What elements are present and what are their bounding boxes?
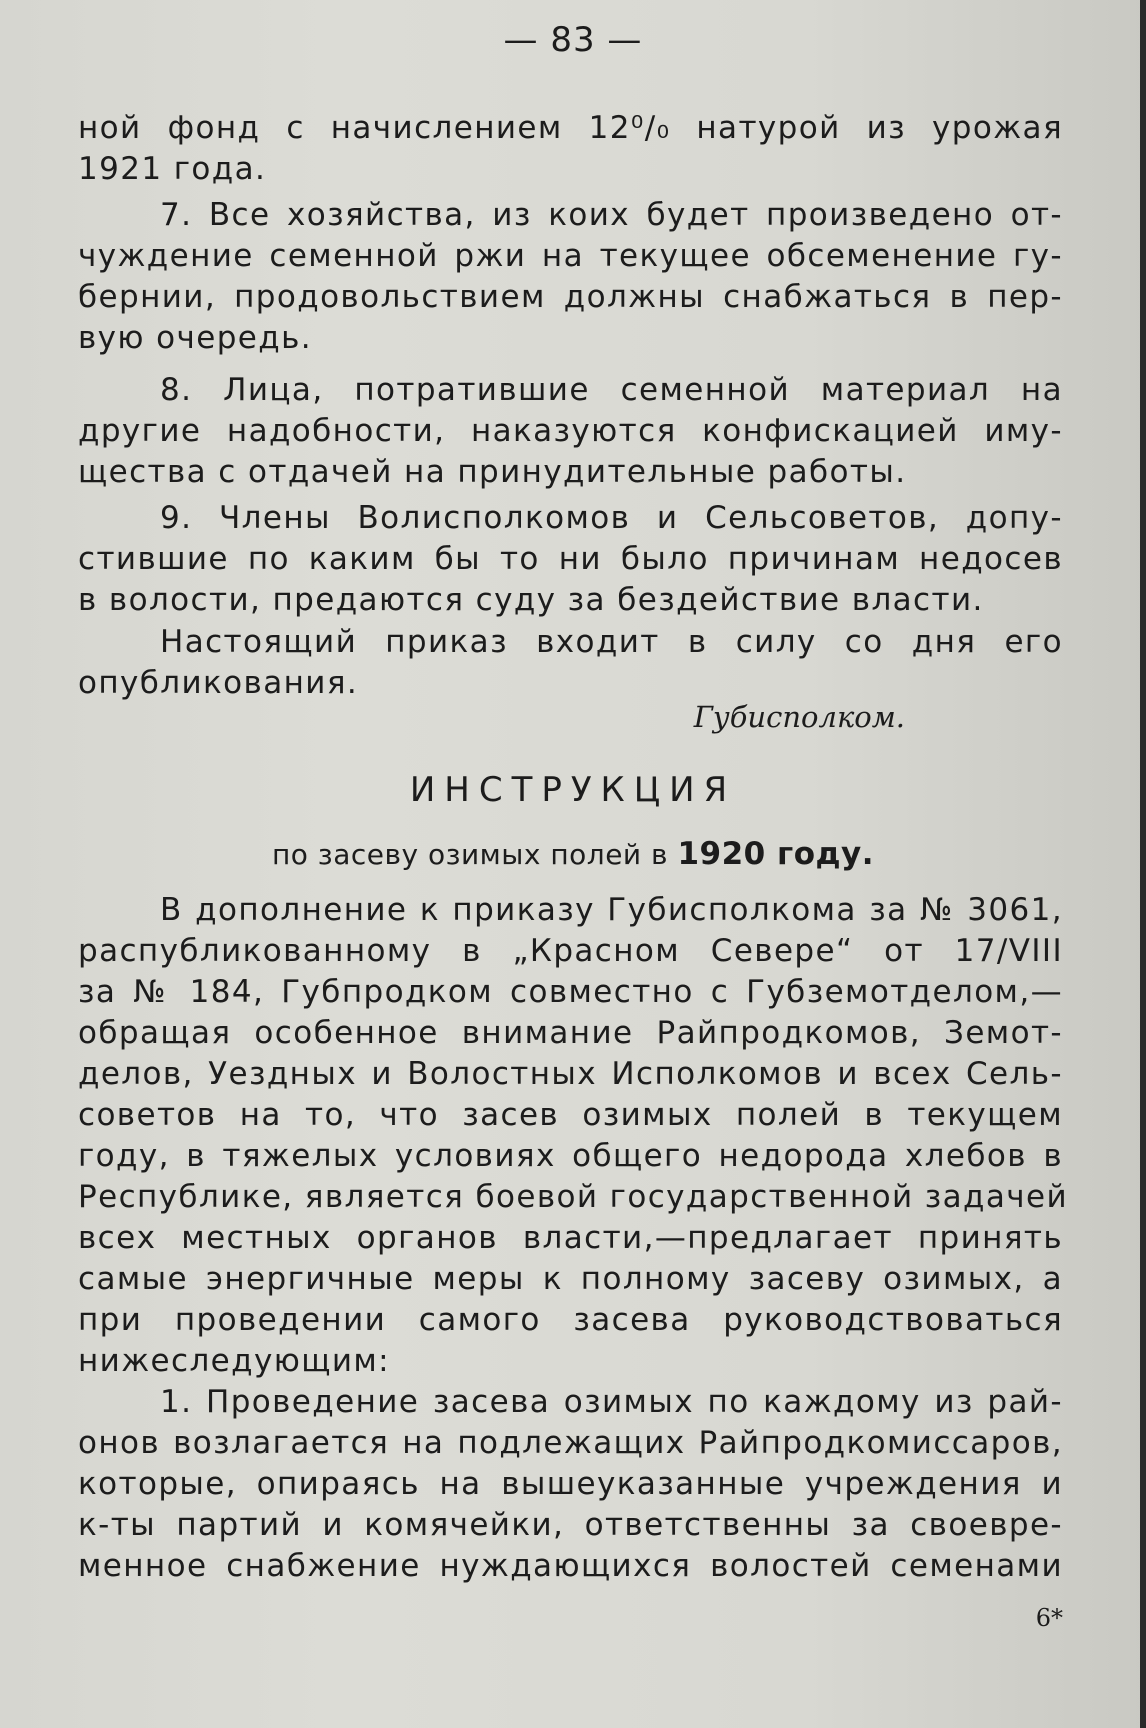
instruction-heading: ИНСТРУКЦИЯ xyxy=(409,770,737,810)
text-line: при проведении самого засева руководствоваться xyxy=(78,1302,1063,1338)
text-line: Настоящий приказ входит в силу со дня его xyxy=(160,624,1063,660)
text-line: 7. Все хозяйства, из коих будет произведено от- xyxy=(160,197,1063,233)
text-line: бернии, продовольствием должны снабжаться в пер- xyxy=(78,279,1063,315)
text-line: менное снабжение нуждающихся волостей семенами xyxy=(78,1548,1063,1584)
order-continuation xyxy=(78,108,1063,708)
text-line: году, в тяжелых условиях общего недорода хлебов в xyxy=(78,1138,1063,1174)
text-line: обращая особенное внимание Райпродкомов, Земот- xyxy=(78,1015,1063,1051)
text-line: нижеследующим: xyxy=(78,1343,390,1379)
instruction-subheading xyxy=(0,836,1146,872)
text-line: опубликования. xyxy=(78,665,359,701)
text-line: Республике, является боевой государственной задачей xyxy=(78,1179,1069,1215)
text-line: к-ты партий и комячейки, ответственны за своевре- xyxy=(78,1507,1063,1543)
text-line: делов, Уездных и Волостных Исполкомов и всех Сель- xyxy=(78,1056,1063,1092)
text-line: в волости, предаются суду за бездействие власти. xyxy=(78,582,984,618)
text-line: 9. Члены Волисполкомов и Сельсоветов, допу- xyxy=(160,500,1063,536)
signature-gubispolkom: Губисполком. xyxy=(693,700,905,734)
text-line: 8. Лица, потратившие семенной материал на xyxy=(160,372,1063,408)
text-line: за № 184, Губпродком совместно с Губземотделом,— xyxy=(78,974,1063,1010)
text-line: онов возлагается на подлежащих Райпродкомиссаров, xyxy=(78,1425,1063,1461)
subheading-text: по засеву озимых полей в xyxy=(271,838,669,871)
text-line: всех местных органов власти,—предлагает принять xyxy=(78,1220,1063,1256)
text-line: другие надобности, наказуются конфискацией иму- xyxy=(78,413,1063,449)
subheading-year: 1920 году. xyxy=(677,836,875,872)
text-line: щества с отдачей на принудительные работы. xyxy=(78,454,907,490)
text-line: 1921 года. xyxy=(78,151,267,187)
text-line: самые энергичные меры к полному засеву озимых, а xyxy=(78,1261,1063,1297)
page-edge-shadow xyxy=(1140,0,1146,1728)
text-line: советов на то, что засев озимых полей в текущем xyxy=(78,1097,1063,1133)
text-line: стившие по каким бы то ни было причинам недосев xyxy=(78,541,1063,577)
printer-signature-mark: 6* xyxy=(1035,1604,1063,1632)
text-line: ной фонд с начислением 12⁰/₀ натурой из урожая xyxy=(78,110,1063,146)
page-number: — 83 — xyxy=(503,20,643,60)
instruction-body xyxy=(78,890,1069,1590)
text-line: вую очередь. xyxy=(78,320,313,356)
text-line: распубликованному в „Красном Севере“ от 17/VIII xyxy=(78,933,1063,969)
text-line: чуждение семенной ржи на текущее обсеменение гу- xyxy=(78,238,1063,274)
text-line: которые, опираясь на вышеуказанные учреждения и xyxy=(78,1466,1063,1502)
text-line: 1. Проведение засева озимых по каждому из рай- xyxy=(160,1384,1063,1420)
text-line: В дополнение к приказу Губисполкома за № 3061, xyxy=(160,892,1063,928)
